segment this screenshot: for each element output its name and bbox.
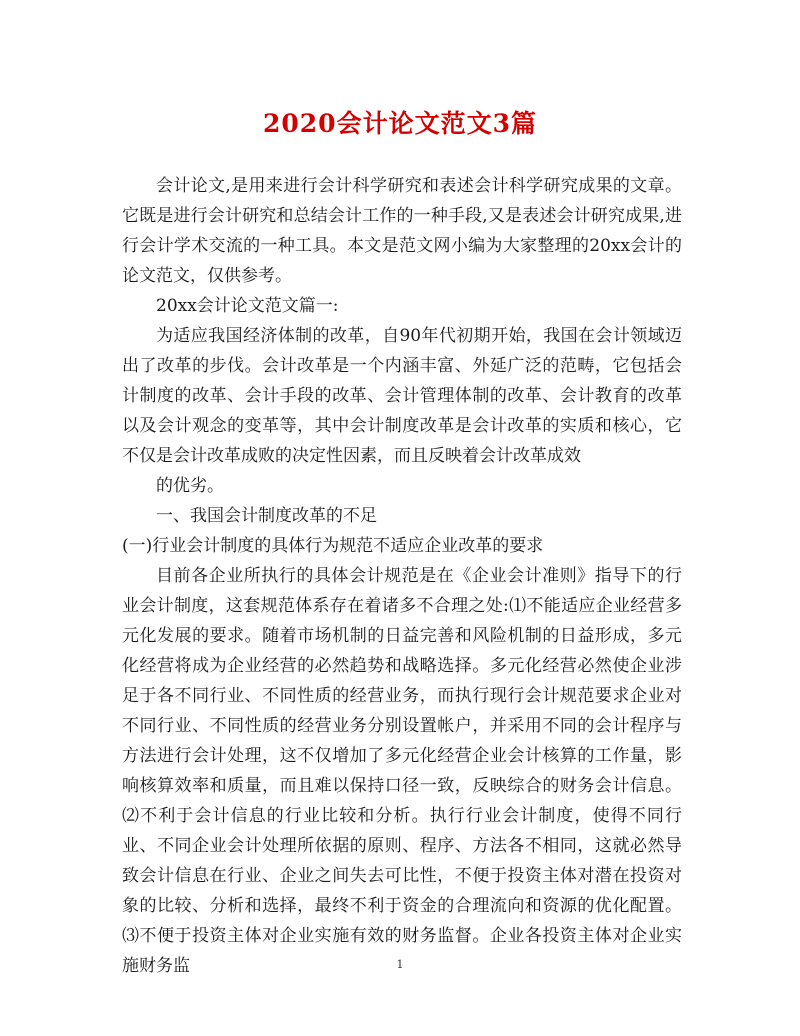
intro-paragraph: 会计论文,是用来进行会计科学研究和表述会计科学研究成果的文章。它既是进行会计研究和总结会计工作的一种手段,又是表述会计研究成果,进行会计学术交流的一种工具。本文是范文网小编为大家整理的20xx会计的论文范文，仅供参考。	[122, 176, 682, 286]
body-paragraph-long: 目前各企业所执行的具体会计规范是在《企业会计准则》指导下的行业会计制度，这套规范体系存在着诸多不合理之处:⑴不能适应企业经营多元化发展的要求。随着市场机制的日益完善和风险机制的日益形成，多元化经营将成为企业经营的必然趋势和战略选择。多元化经营必然使企业涉足于各不同行业、不同性质的经营业务，而执行现行会计规范要求企业对不同行业、不同性质的经营业务分别设置帐户，并采用不同的会计程序与方法进行会计处理，这不仅增加了多元化经营企业会计核算的工作量，影响核算效率和质量，而且难以保持口径一致，反映综合的财务会计信息。⑵不利于会计信息的行业比较和分析。执行行业会计制度，使得不同行业、不同企业会计处理所依据的原则、程序、方法各不相同，这就必然导致会计信息在行业、企业之间失去可比性，不便于投资主体对潜在投资对象的比较、分析和选择，最终不利于资金的合理流向和资源的优化配置。⑶不便于投资主体对企业实施有效的财务监督。企业各投资主体对企业实施财务监	[122, 566, 682, 976]
subsection-subheading: (一)行业会计制度的具体行为规范不适应企业改革的要求	[122, 536, 544, 556]
document-title: 2020会计论文范文3篇	[263, 109, 537, 138]
document-body	[122, 171, 682, 981]
paragraph-continuation: 的优劣。	[156, 476, 224, 496]
page-number: 1	[396, 958, 404, 971]
subsection-heading: 一、我国会计制度改革的不足	[156, 506, 377, 526]
section-heading: 20xx会计论文范文篇一:	[156, 296, 339, 316]
body-paragraph: 为适应我国经济体制的改革，自90年代初期开始，我国在会计领域迈出了改革的步伐。会计改革是一个内涵丰富、外延广泛的范畴，它包括会计制度的改革、会计手段的改革、会计管理体制的改革、会计教育的改革以及会计观念的变革等，其中会计制度改革是会计改革的实质和核心，它不仅是会计改革成败的决定性因素，而且反映着会计改革成效	[122, 326, 682, 466]
